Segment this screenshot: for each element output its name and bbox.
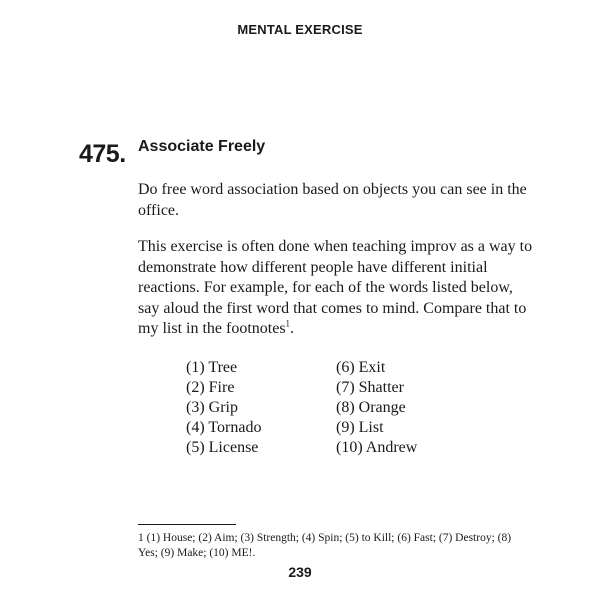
word-list-item: (5) License	[186, 439, 259, 456]
footnote-marker: 1	[285, 318, 291, 329]
word-list-item: (6) Exit	[336, 359, 386, 376]
paragraph-explanation	[138, 237, 538, 340]
exercise-number: 475.	[79, 140, 126, 168]
page-number: 239	[288, 564, 312, 580]
exercise-title: Associate Freely	[138, 138, 266, 155]
footnote-divider	[138, 524, 236, 525]
footnote: 1 (1) House; (2) Aim; (3) Strength; (4) Spin; (5) to Kill; (6) Fast; (7) Destroy; (8) Yes; (9) Make; (10) ME!.	[138, 532, 512, 559]
word-list-item: (2) Fire	[186, 379, 235, 396]
word-list-item: (8) Orange	[336, 399, 406, 416]
paragraph-period: .	[290, 320, 295, 337]
paragraph-explanation-text: This exercise is often done when teaching improv as a way to demonstrate how different people have different initial reactions. For example, for each of the words listed below, say aloud the first word that comes to mind. Compare that to my list in the footnotes	[138, 238, 533, 337]
word-list-left	[186, 358, 261, 458]
word-list-item: (9) List	[336, 419, 384, 436]
word-list-item: (10) Andrew	[336, 439, 418, 456]
word-list-item: (1) Tree	[186, 359, 238, 376]
word-list-item: (3) Grip	[186, 399, 238, 416]
word-list-right	[336, 358, 417, 458]
word-list-item: (4) Tornado	[186, 419, 262, 436]
word-list-item: (7) Shatter	[336, 379, 404, 396]
running-head: MENTAL EXERCISE	[237, 22, 363, 37]
paragraph-intro: Do free word association based on objects you can see in the office.	[138, 181, 527, 219]
